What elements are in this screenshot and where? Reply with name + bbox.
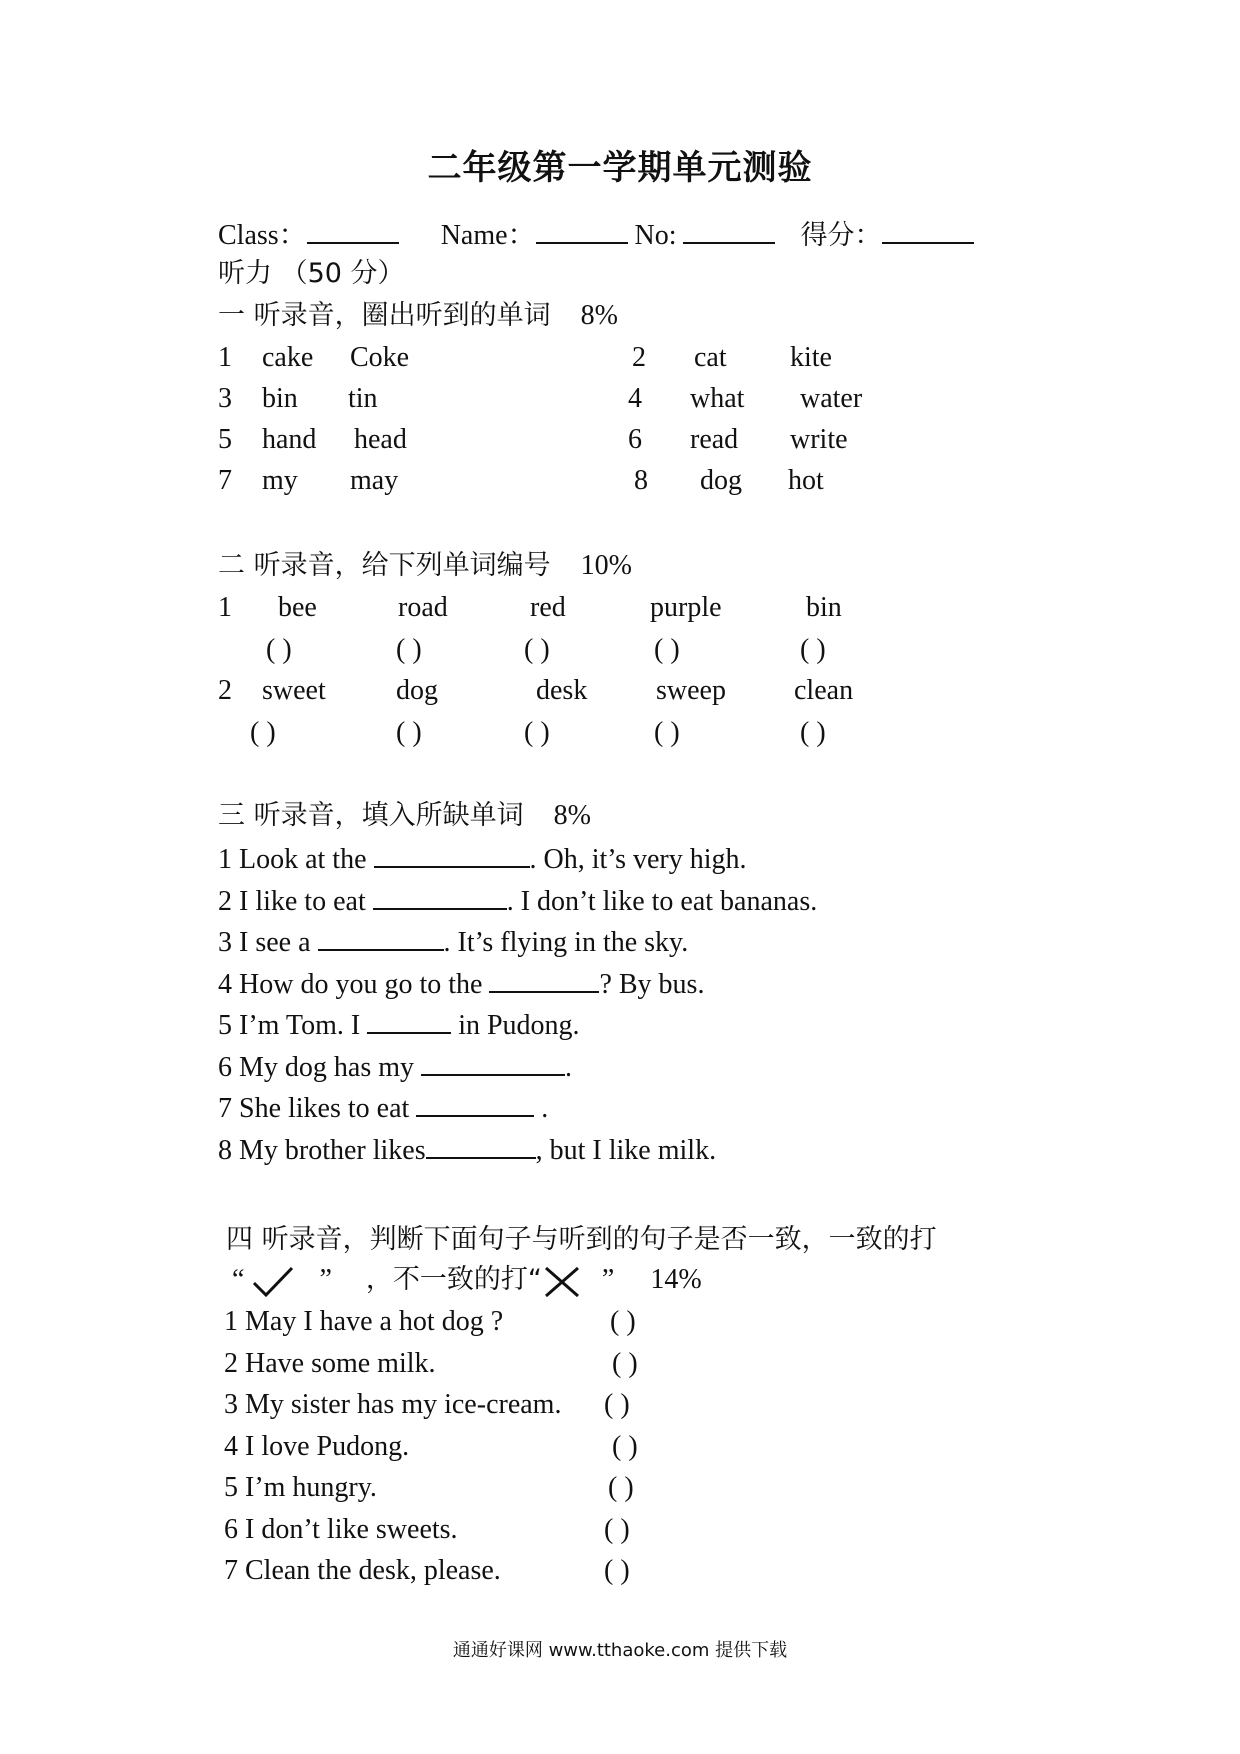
check-mark-icon — [251, 1265, 295, 1299]
section2-word: dog — [396, 675, 438, 706]
section1-word-option[interactable]: cake — [262, 342, 314, 373]
section2-word: clean — [794, 675, 854, 706]
section1-word-option[interactable]: tin — [348, 383, 378, 414]
section1-word-option[interactable]: may — [350, 465, 399, 496]
sentence-end: ? By bus. — [599, 968, 705, 1000]
no-label: No: — [634, 220, 677, 251]
section2-answer-blank[interactable]: ( ) — [524, 717, 550, 748]
section4-heading-line2: “ ” ，不一致的打“ ” 14% — [232, 1262, 702, 1299]
section1-item-number: 1 — [218, 342, 232, 373]
section2-answer-blank[interactable]: ( ) — [266, 634, 292, 665]
fill-in-blank[interactable] — [426, 1131, 536, 1159]
page-footer: 通通好课网 www.tthaoke.com 提供下载 — [452, 1640, 788, 1661]
judgement-answer-blank[interactable]: ( ) — [604, 1389, 630, 1420]
section1-word-option[interactable]: Coke — [350, 342, 410, 373]
sentence-start: 7 She likes to eat — [218, 1093, 417, 1124]
judgement-answer-blank[interactable]: ( ) — [608, 1472, 634, 1503]
sentence-end: . — [534, 1093, 549, 1124]
fill-in-sentence — [218, 840, 747, 878]
fill-in-sentence — [218, 965, 704, 1003]
student-info-line — [218, 216, 974, 254]
section2-heading: 二 听录音，给下列单词编号 10% — [218, 550, 632, 581]
section2-answer-blank[interactable]: ( ) — [800, 717, 826, 748]
section1-word-option[interactable]: cat — [694, 342, 727, 373]
sentence-start: 5 I’m Tom. I — [218, 1010, 368, 1041]
section1-word-option[interactable]: write — [790, 424, 848, 455]
section2-answer-blank[interactable]: ( ) — [524, 634, 550, 665]
section1-item-number: 4 — [628, 383, 642, 414]
cross-mark-icon — [542, 1265, 582, 1299]
section1-item-number: 8 — [634, 465, 648, 496]
judgement-sentence: 2 Have some milk. — [224, 1347, 436, 1379]
section1-word-option[interactable]: hand — [262, 424, 317, 455]
fill-in-blank[interactable] — [367, 1006, 451, 1034]
sentence-start: 4 How do you go to the — [218, 968, 490, 1000]
section2-word: road — [398, 592, 448, 623]
sentence-end: , but I like milk. — [535, 1134, 717, 1166]
fill-in-sentence — [218, 1006, 580, 1044]
sentence-start: 8 My brother likes — [218, 1134, 426, 1166]
section1-word-option[interactable]: my — [262, 465, 298, 496]
judgement-sentence: 1 May I have a hot dog ? — [224, 1306, 504, 1337]
no-blank[interactable] — [683, 216, 775, 244]
section1-word-option[interactable]: read — [690, 424, 739, 455]
fill-in-blank[interactable] — [416, 1089, 534, 1117]
judgement-answer-blank[interactable]: ( ) — [604, 1513, 630, 1545]
listening-heading: 听力 （50 分） — [218, 258, 405, 289]
section1-item-number: 7 — [218, 465, 232, 496]
judgement-sentence: 4 I love Pudong. — [224, 1430, 410, 1462]
section4-heading-line1: 四 听录音，判断下面句子与听到的句子是否一致，一致的打 — [226, 1224, 937, 1255]
section2-answer-blank[interactable]: ( ) — [800, 634, 826, 665]
section1-heading: 一 听录音，圈出听到的单词 8% — [218, 300, 618, 331]
fill-in-blank[interactable] — [421, 1048, 565, 1076]
section2-answer-blank[interactable]: ( ) — [654, 717, 680, 748]
judgement-answer-blank[interactable]: ( ) — [604, 1555, 630, 1586]
fill-in-sentence — [218, 1089, 548, 1127]
sentence-end: . It’s flying in the sky. — [443, 927, 689, 958]
judgement-sentence: 3 My sister has my ice-cream. — [224, 1389, 562, 1420]
section2-word: sweet — [262, 675, 326, 706]
sentence-start: 6 My dog has my — [218, 1051, 421, 1083]
section2-row-number: 2 — [218, 675, 232, 706]
section1-word-option[interactable]: head — [354, 424, 407, 455]
fill-in-blank[interactable] — [489, 965, 599, 993]
section2-word: sweep — [656, 675, 726, 706]
score-label: 得分： — [800, 220, 882, 251]
fill-in-blank[interactable] — [373, 882, 507, 910]
fill-in-sentence — [218, 1048, 572, 1086]
section2-word: bee — [278, 592, 317, 623]
sentence-start: 2 I like to eat — [218, 885, 373, 917]
sentence-end: in Pudong. — [451, 1010, 580, 1041]
judgement-sentence: 7 Clean the desk, please. — [224, 1555, 501, 1586]
section1-item-number: 6 — [628, 424, 642, 455]
section2-word: purple — [650, 592, 722, 623]
class-blank[interactable] — [307, 216, 399, 244]
judgement-sentence: 5 I’m hungry. — [224, 1472, 377, 1503]
section3-heading: 三 听录音，填入所缺单词 8% — [218, 800, 591, 831]
sentence-end: . I don’t like to eat bananas. — [506, 885, 818, 917]
section2-word: desk — [536, 675, 588, 706]
section2-word: bin — [806, 592, 842, 623]
sentence-start: 1 Look at the — [218, 844, 374, 875]
section1-word-option[interactable]: what — [690, 383, 745, 414]
sentence-end: . Oh, it’s very high. — [529, 844, 747, 875]
fill-in-blank[interactable] — [318, 923, 444, 951]
section2-answer-blank[interactable]: ( ) — [654, 634, 680, 665]
section1-word-option[interactable]: bin — [262, 383, 298, 414]
fill-in-blank[interactable] — [374, 840, 530, 868]
judgement-answer-blank[interactable]: ( ) — [612, 1347, 638, 1379]
section1-item-number: 5 — [218, 424, 232, 455]
section1-word-option[interactable]: kite — [790, 342, 832, 373]
section1-word-option[interactable]: hot — [788, 465, 824, 496]
name-blank[interactable] — [536, 216, 628, 244]
sentence-end: . — [565, 1051, 572, 1083]
sentence-start: 3 I see a — [218, 927, 318, 958]
fill-in-sentence — [218, 923, 688, 961]
score-blank[interactable] — [882, 216, 974, 244]
section2-answer-blank[interactable]: ( ) — [396, 634, 422, 665]
judgement-answer-blank[interactable]: ( ) — [610, 1306, 636, 1337]
name-label: Name： — [440, 220, 536, 251]
section2-row-number: 1 — [218, 592, 232, 623]
class-label: Class： — [218, 220, 307, 251]
section2-word: red — [530, 592, 566, 623]
judgement-sentence: 6 I don’t like sweets. — [224, 1513, 458, 1545]
section1-item-number: 2 — [632, 342, 646, 373]
section1-word-option[interactable]: water — [800, 383, 863, 414]
page-title: 二年级第一学期单元测验 — [427, 148, 813, 188]
fill-in-sentence — [218, 882, 817, 920]
section1-item-number: 3 — [218, 383, 232, 414]
judgement-answer-blank[interactable]: ( ) — [612, 1430, 638, 1462]
section1-word-option[interactable]: dog — [700, 465, 742, 496]
fill-in-sentence — [218, 1131, 716, 1169]
section2-answer-blank[interactable]: ( ) — [250, 717, 276, 748]
section2-answer-blank[interactable]: ( ) — [396, 717, 422, 748]
